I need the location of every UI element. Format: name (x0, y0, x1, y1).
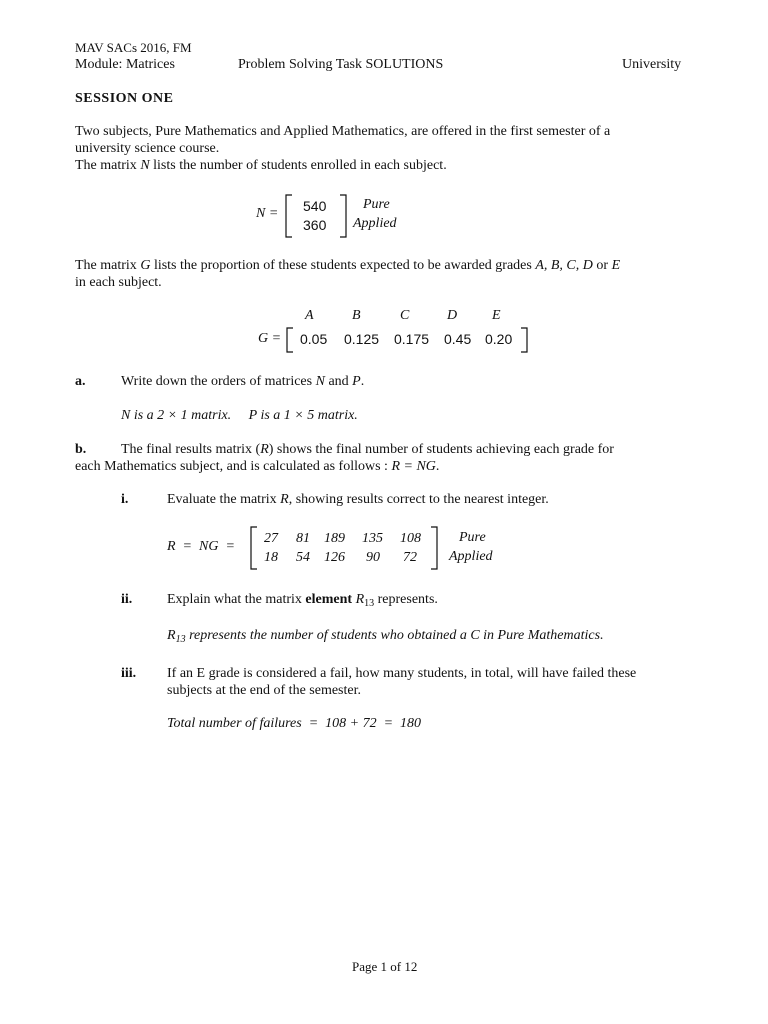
matrix-n-value-pure: 540 (303, 198, 327, 214)
matrix-r-cell: 18 (264, 550, 278, 565)
part-b-iii-label: iii. (121, 666, 137, 681)
header-level: University (622, 57, 682, 72)
part-b-iii-answer: Total number of failures = 108 + 72 = 180 (167, 716, 422, 731)
g-intro-or: or (592, 258, 612, 273)
part-b-text-end: ) shows the final number of students achieving each grade for (268, 442, 614, 457)
part-a-end: . (360, 374, 365, 389)
part-a-label: a. (75, 374, 86, 389)
matrix-g-value-a: 0.05 (300, 331, 328, 347)
matrix-r-cell: 27 (264, 531, 278, 546)
matrix-g-col-d: D (447, 308, 458, 323)
part-b-line-2-text: each Mathematics subject, and is calculated as follows : (75, 459, 392, 474)
header-title: Problem Solving Task SOLUTIONS (238, 57, 444, 72)
part-b-ii-var: R (355, 592, 365, 607)
header-module: Module: Matrices (75, 57, 175, 72)
matrix-g-value-b: 0.125 (344, 331, 380, 347)
part-b-ii-question-end: represents. (374, 592, 438, 607)
part-a-answer: N is a 2 × 1 matrix. P is a 1 × 5 matrix. (121, 408, 358, 423)
part-b-i-var-r: R (280, 492, 289, 507)
matrix-r-cell: 72 (403, 550, 417, 565)
g-intro-text-mid: lists the proportion of these students expected to be awarded grades (150, 258, 536, 273)
part-b-line-2 (75, 459, 439, 475)
matrix-n-lhs: N = (256, 206, 279, 221)
matrix-r-cell: 135 (362, 531, 383, 546)
g-intro-matrix-var: G (140, 258, 151, 273)
intro-matrix-var: N (140, 158, 150, 173)
matrix-r-cell: 108 (400, 531, 421, 546)
part-b-line-1 (121, 442, 614, 458)
part-b-i-question-end: , showing results correct to the nearest integer. (288, 492, 549, 507)
matrix-g-col-c: C (400, 308, 410, 323)
part-b-ii-answer-var: R (167, 628, 176, 643)
matrix-n-value-applied: 360 (303, 217, 327, 233)
matrix-r-label-pure: Pure (459, 530, 486, 545)
intro-line-3 (75, 158, 447, 174)
part-b-ii-answer (167, 628, 604, 645)
part-b-i-question-text: Evaluate the matrix (167, 492, 281, 507)
part-a-var-n: N (315, 374, 325, 389)
matrix-r-cell: 126 (324, 550, 345, 565)
part-b-ii-subscript: 13 (364, 598, 375, 609)
matrix-g-col-e: E (492, 308, 501, 323)
page-number: Page 1 of 12 (352, 959, 418, 974)
part-b-iii-line-1: If an E grade is considered a fail, how many students, in total, will have failed these (167, 666, 637, 681)
g-intro-text: The matrix (75, 258, 141, 273)
matrix-g-lhs: G = (258, 331, 282, 346)
part-a-var-p: P (352, 374, 361, 389)
matrix-n-label-pure: Pure (363, 197, 390, 212)
part-b-ii-answer-subscript: 13 (175, 634, 186, 645)
intro-line-2: university science course. (75, 141, 220, 156)
part-a-and: and (324, 374, 353, 389)
g-intro-line-1 (75, 258, 620, 274)
matrix-r-cell: 90 (366, 550, 380, 565)
part-b-ii-question (167, 592, 438, 609)
part-b-text: The final results matrix ( (121, 442, 261, 457)
part-b-iii-line-2: subjects at the end of the semester. (167, 683, 361, 698)
matrix-r-cell: 54 (296, 550, 310, 565)
header-course-code: MAV SACs 2016, FM (75, 40, 192, 55)
g-intro-grades: A, B, C, D (535, 258, 593, 273)
matrix-g-value-e: 0.20 (485, 331, 513, 347)
part-b-i-label: i. (121, 492, 129, 507)
session-heading: SESSION ONE (75, 91, 174, 106)
part-b-ii-answer-text: represents the number of students who obtained a C in Pure Mathematics. (185, 628, 604, 643)
part-b-formula: R = NG (391, 459, 436, 474)
matrix-r-cell: 81 (296, 531, 310, 546)
intro-text: The matrix (75, 158, 141, 173)
part-a-question (121, 374, 364, 390)
part-b-label: b. (75, 442, 87, 457)
intro-line-1: Two subjects, Pure Mathematics and Applied Mathematics, are offered in the first semester of a (75, 124, 611, 139)
part-b-ii-bold-word: element (305, 592, 353, 607)
matrix-r-label-applied: Applied (449, 549, 493, 564)
part-b-ii-label: ii. (121, 592, 133, 607)
intro-text-end: lists the number of students enrolled in each subject. (149, 158, 447, 173)
part-b-ii-question-text: Explain what the matrix (167, 592, 306, 607)
part-b-line-2-end: . (435, 459, 440, 474)
matrix-g-value-d: 0.45 (444, 331, 472, 347)
matrix-g-col-a: A (305, 308, 314, 323)
matrix-r-cell: 189 (324, 531, 345, 546)
part-b-i-question (167, 492, 549, 508)
matrix-r-lhs: R = NG = (167, 539, 235, 554)
part-a-question-text: Write down the orders of matrices (121, 374, 316, 389)
matrix-g-col-b: B (352, 308, 361, 323)
part-b-var-r: R (260, 442, 269, 457)
g-intro-grade-e: E (611, 258, 621, 273)
g-intro-line-2: in each subject. (75, 275, 162, 290)
matrix-n-label-applied: Applied (353, 216, 397, 231)
matrix-g-value-c: 0.175 (394, 331, 430, 347)
